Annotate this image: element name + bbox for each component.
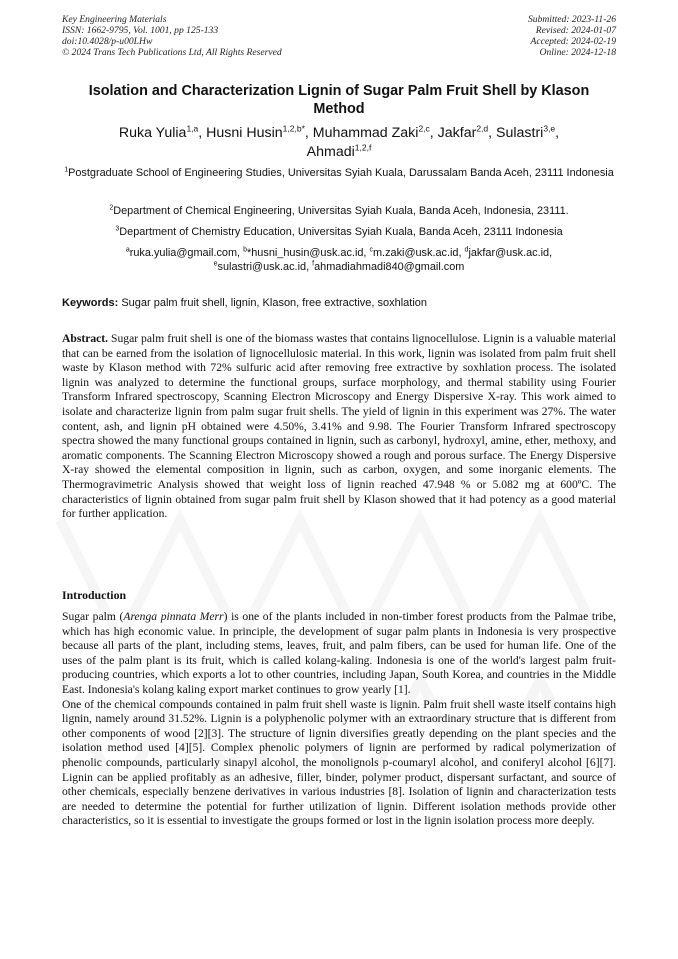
email-sup: d (464, 246, 469, 254)
date-submitted: Submitted: 2023-11-26 (527, 14, 616, 25)
keywords-label: Keywords: (62, 297, 119, 309)
intro-paragraph-2: One of the chemical compounds contained in palm fruit shell waste is lignin. Palm fruit shell waste itself contains high lignin, namely around 31.52%. Lignin is a polyphenolic polymer with an extraordinary structure that is different from other components of wood [2][3]. The structure of lignin diversifies greatly depending on the plant species and the isolation method used [4][5]. Complex phenolic polymers of lignin are performed by radical polymerization of phenolic compounds, particularly sinapyl alcohol, the monolignols p-coumaryl alcohol, and coniferyl alcohol [6][7]. Lignin can be applied profitably as an adhesive, filler, binder, polymer product, dispersant surfactant, and source of other chemicals, especially benzene derivatives in various industries [8]. Isolation of lignin and characterization tests are needed to determine the potential for further utilization of lignin. Different isolation methods provide other characteristics, so it is essential to investigate the groups formed or lost in the lignin isolation process more deeply. (62, 697, 616, 828)
author-name: Husni Husin (206, 125, 283, 141)
author-sup: 2,d (476, 123, 489, 134)
date-revised: Revised: 2024-01-07 (535, 25, 616, 36)
email-link[interactable]: sulastri@usk.ac.id (217, 261, 307, 273)
affiliation-2 (62, 204, 616, 218)
publication-dates (528, 14, 616, 58)
journal-copyright: © 2024 Trans Tech Publications Ltd, All Rights Reserved (62, 47, 282, 58)
author-name: Ruka Yulia (118, 125, 187, 141)
affiliation-text: Department of Chemistry Education, Universitas Syiah Kuala, Banda Aceh, 23111 Indonesia (119, 226, 563, 238)
author-name: Sulastri (496, 125, 544, 141)
introduction-heading: Introduction (62, 588, 127, 602)
intro-paragraph-1: Sugar palm (Arenga pinnata Merr) is one of the plants included in non-timber forest products from the Palmae tribe, which has high economic value. In principle, the development of sugar palm plants in Indonesia is very prospective because all parts of the plant, including stems, leaves, fruit, and palm fibers, can be used for human life. One of the uses of the palm plant is its fruit, which is called kolang-kaling. Indonesia is one of the world's largest palm fruit-producing countries, which exports a lot to other countries, including Japan, South Korea, and countries in the Middle East. Indonesia's kolang kaling export market continues to grow yearly [1]. (62, 610, 616, 696)
author-sup: 1,2,b* (282, 123, 305, 134)
affiliation-3 (62, 225, 616, 239)
email-sup: a (125, 246, 130, 254)
affiliation-sup: 1 (64, 166, 69, 174)
author-sup: 3,e (543, 123, 556, 134)
keywords (62, 296, 616, 310)
affiliation-text: Department of Chemical Engineering, Universitas Syiah Kuala, Banda Aceh, Indonesia, 23111. (113, 205, 569, 217)
introduction-body (62, 610, 616, 829)
abstract-label: Abstract. (62, 332, 109, 345)
affiliation-text: Postgraduate School of Engineering Studies, Universitas Syiah Kuala, Darussalam Banda Aceh, 23111 Indonesia (68, 167, 614, 179)
journal-name: Key Engineering Materials (62, 14, 167, 25)
email-link[interactable]: jakfar@usk.ac.id (468, 247, 550, 259)
journal-info (62, 14, 282, 58)
species-name: Arenga pinnata Merr (123, 610, 224, 623)
email-link[interactable]: ruka.yulia@gmail.com (129, 247, 238, 259)
email-sup: e (213, 260, 218, 268)
email-sup: f (312, 260, 315, 268)
author-sup: 1,a (186, 123, 199, 134)
author-name: Muhammad Zaki (312, 125, 419, 141)
author-name: Jakfar (437, 125, 477, 141)
author-sup: 2,c (418, 123, 430, 134)
abstract-text: Sugar palm fruit shell is one of the biomass wastes that contains lignocellulose. Lignin is a valuable material that can be earned from the isolation of lignocellulosic material. In this work, lignin was isolated from palm fruit shell waste by Klason method with 72% sulfuric acid after removing free extractive by soxhlation process. The isolated lignin was analyzed to determine the functional groups, surface morphology, and thermal stability using Fourier Transform Infrared spectroscopy, Scanning Electron Microscopy and Energy Dispersive X-ray. This work aimed to isolate and characterize lignin from palm sugar fruit shells. The yield of lignin in this experiment was 27%. The water content, ash, and lignin pH obtained were 4.50%, 3.41% and 9.98. The Fourier Transform Infrared spectroscopy spectra showed the many functional groups contained in lignin, such as carbonyl, hydroxyl, amine, ether, methoxy, and aromatic components. The Scanning Electron Microscopy showed a rough and porous surface. The Energy Dispersive X-ray showed the elemental composition in lignin, such as carbon, oxygen, and some inorganic elements. The Thermogravimetric Analysis showed that weight loss of lignin reached 47.948 % or 5.082 mg at 600ºC. The characteristics of lignin obtained from sugar palm fruit shell by Klason showed that it had potency as a good material for further application. (62, 332, 616, 521)
keywords-text: Sugar palm fruit shell, lignin, Klason, free extractive, soxhlation (121, 297, 428, 309)
affiliation-1 (62, 166, 616, 180)
abstract (62, 332, 616, 522)
author-list: Ruka Yulia$^{1,a}$, Husni Husin$^{1,2,b*}$, Muhammad Zaki$^{2,c}$, Jakfar$^{2,d}$, Sulastri$^{3,e}$, Ahmadi$^{1,2,f}$ (118, 123, 560, 160)
affiliation-sup: 3 (115, 225, 120, 233)
author-name: Ahmadi (306, 144, 355, 160)
date-accepted: Accepted: 2024-02-19 (530, 36, 616, 47)
paper-title: Isolation and Characterization Lignin of Sugar Palm Fruit Shell by Klason Method (88, 83, 590, 117)
date-online: Online: 2024-12-18 (539, 47, 616, 58)
author-emails: $^a$ruka.yulia@gmail.com, $^b$*husni_husin@usk.ac.id, $^c$m.zaki@usk.ac.id, $^d$jakfar@usk.ac.id, $^e$sulastri@usk.ac.id, $^f$ahmadiahmadi840@gmail.com (125, 246, 553, 273)
author-sup: 1,2,f (354, 142, 372, 153)
journal-doi[interactable]: doi:10.4028/p-u00LHw (62, 36, 153, 47)
journal-issn: ISSN: 1662-9795, Vol. 1001, pp 125-133 (62, 25, 219, 36)
email-sup: b (243, 246, 248, 254)
affiliation-sup: 2 (109, 204, 114, 212)
email-link[interactable]: m.zaki@usk.ac.id (372, 247, 459, 259)
email-link[interactable]: *husni_husin@usk.ac.id (247, 247, 364, 259)
email-sup: c (369, 246, 373, 254)
email-link[interactable]: ahmadiahmadi840@gmail.com (314, 261, 465, 273)
